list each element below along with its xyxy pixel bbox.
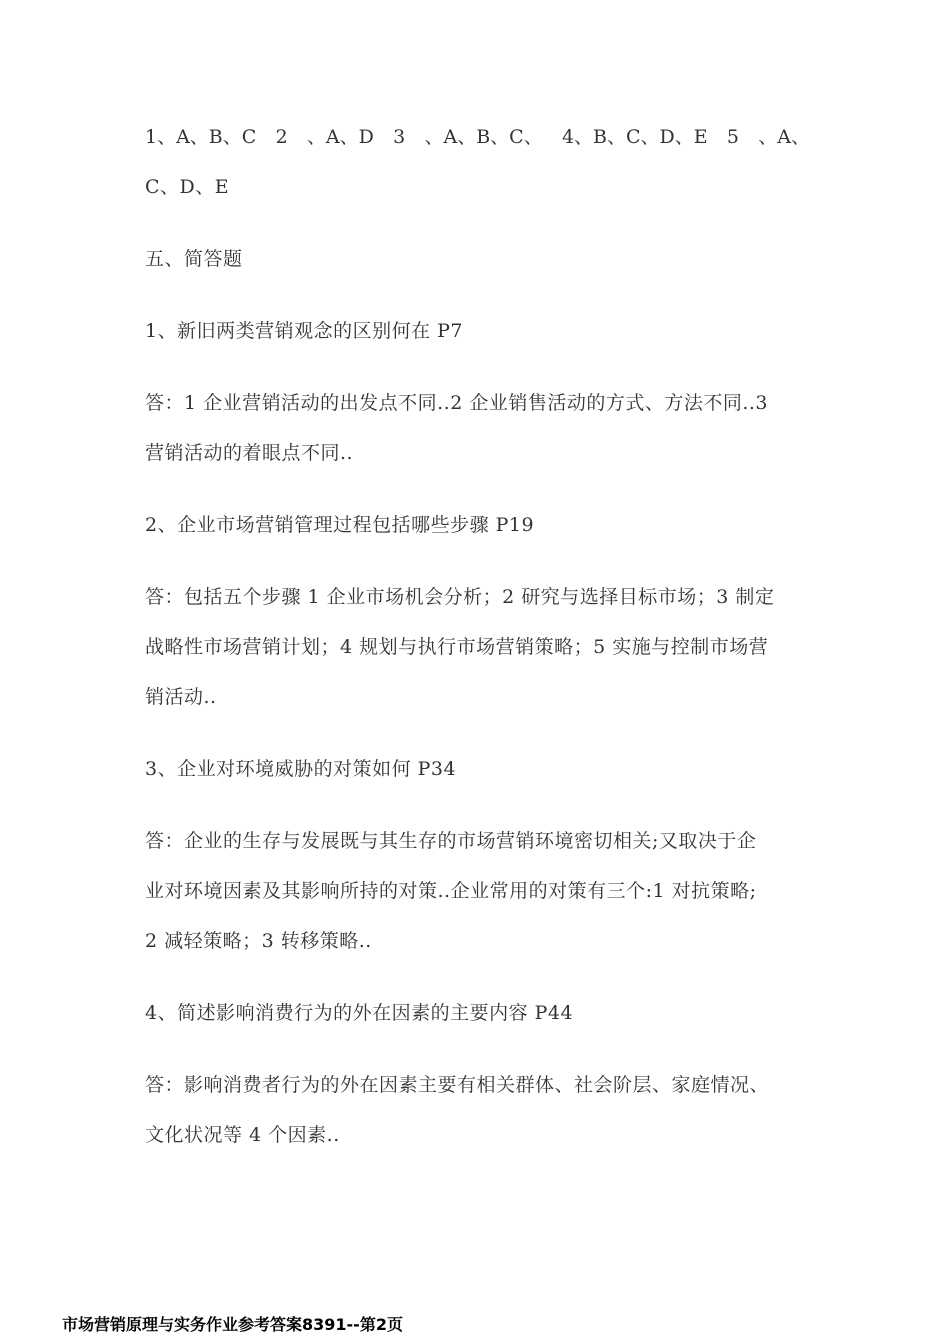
answer-text-line: 业对环境因素及其影响所持的对策..企业常用的对策有三个:1 对抗策略; — [145, 880, 757, 902]
question-1 — [145, 306, 810, 356]
answer-text-line: 战略性市场营销计划；4 规划与执行市场营销策略；5 实施与控制市场营 — [145, 636, 769, 658]
answer-text-line: 答：影响消费者行为的外在因素主要有相关群体、社会阶层、家庭情况、 — [145, 1074, 770, 1096]
answer-segment: 2 — [275, 126, 288, 148]
answer-text-line: 销活动.. — [145, 686, 217, 708]
answer-segment: 、A、D — [306, 126, 374, 148]
answer-4 — [145, 1060, 810, 1160]
answer-segment: 、A、 — [758, 126, 810, 148]
section-title-block — [145, 234, 810, 284]
answer-text-line: 2 减轻策略；3 转移策略.. — [145, 930, 372, 952]
page-content — [145, 112, 810, 1182]
answer-segment: 5 — [726, 126, 739, 148]
answer-3 — [145, 816, 810, 966]
answer-text-line: 答：企业的生存与发展既与其生存的市场营销环境密切相关;又取决于企 — [145, 830, 757, 852]
answer-2 — [145, 572, 810, 722]
question-text: 1、新旧两类营销观念的区别何在 P7 — [145, 320, 464, 342]
section-title: 五、简答题 — [145, 248, 243, 270]
answer-segment: 1、A、B、C — [145, 126, 257, 148]
question-text: 2、企业市场营销管理过程包括哪些步骤 P19 — [145, 514, 535, 536]
answer-segment: 4、B、C、D、E — [561, 126, 708, 148]
answer-segment: 3 — [393, 126, 406, 148]
answer-1 — [145, 378, 810, 478]
question-text: 4、简述影响消费行为的外在因素的主要内容 P44 — [145, 1002, 574, 1024]
answer-text-line: 文化状况等 4 个因素.. — [145, 1124, 340, 1146]
multiple-choice-answers — [145, 112, 810, 212]
question-2 — [145, 500, 810, 550]
answers-line-2: C、D、E — [145, 176, 230, 198]
question-text: 3、企业对环境威胁的对策如何 P34 — [145, 758, 457, 780]
answer-text-line: 答：包括五个步骤 1 企业市场机会分析；2 研究与选择目标市场；3 制定 — [145, 586, 775, 608]
question-4 — [145, 988, 810, 1038]
answer-text-line: 营销活动的着眼点不同.. — [145, 442, 354, 464]
answer-text-line: 答：1 企业营销活动的出发点不同..2 企业销售活动的方式、方法不同..3 — [145, 392, 769, 414]
answers-line-1 — [145, 112, 810, 162]
page-footer: 市场营销原理与实务作业参考答案8391--第2页 — [62, 1315, 403, 1334]
question-3 — [145, 744, 810, 794]
answer-segment: 、A、B、C、 — [424, 126, 543, 148]
